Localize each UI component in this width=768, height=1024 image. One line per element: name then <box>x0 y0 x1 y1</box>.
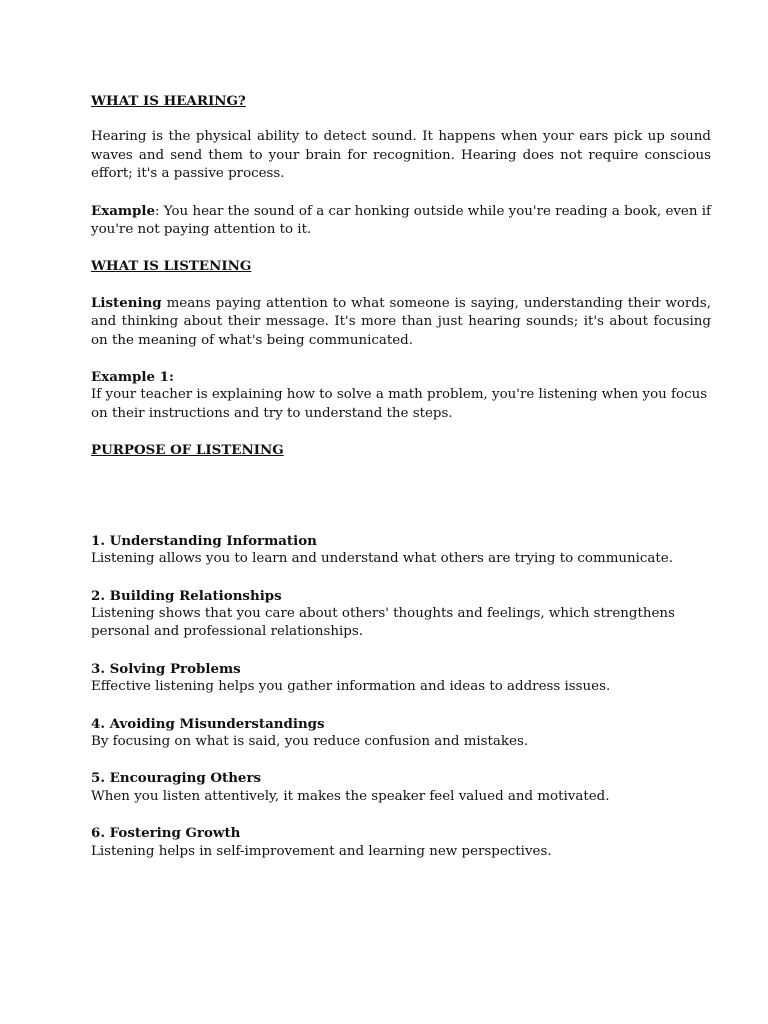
hearing-example <box>91 202 711 240</box>
listening-paragraph <box>91 294 711 350</box>
list-item-title: 1. Understanding Information <box>91 532 317 549</box>
purpose-list <box>91 532 711 861</box>
hearing-paragraph: Hearing is the physical ability to detect sound. It happens when your ears pick up sound waves and send them to your brain for recognition. Hearing does not require conscious effort; it's a passive process. <box>91 129 711 182</box>
list-item <box>91 532 711 569</box>
document-page <box>91 92 711 861</box>
list-item-text: Listening helps in self-improvement and learning new perspectives. <box>91 843 552 859</box>
list-item-text: When you listen attentively, it makes the speaker feel valued and motivated. <box>91 788 610 804</box>
list-item-title: 2. Building Relationships <box>91 587 282 604</box>
list-item-text: Listening shows that you care about others' thoughts and feelings, which strengthens personal and professional relationships. <box>91 605 675 640</box>
list-item <box>91 769 711 806</box>
heading-what-is-hearing: WHAT IS HEARING? <box>91 93 246 109</box>
listening-example-text: If your teacher is explaining how to solve a math problem, you're listening when you focus on their instructions and try to understand the steps. <box>91 387 708 421</box>
list-item-text: Listening allows you to learn and understand what others are trying to communicate. <box>91 551 673 567</box>
hearing-example-label: Example <box>91 202 156 219</box>
list-item-title: 5. Encouraging Others <box>91 770 262 787</box>
list-item-title: 4. Avoiding Misunderstandings <box>91 715 325 732</box>
list-item-text: Effective listening helps you gather information and ideas to address issues. <box>91 679 611 695</box>
list-item <box>91 715 711 752</box>
list-item-text: By focusing on what is said, you reduce confusion and mistakes. <box>91 733 529 749</box>
list-item <box>91 824 711 861</box>
listening-term: Listening <box>91 294 162 311</box>
hearing-example-text: : You hear the sound of a car honking outside while you're reading a book, even if you're not paying attention to it. <box>91 203 711 238</box>
listening-example <box>91 368 711 423</box>
list-item <box>91 587 711 642</box>
heading-purpose-of-listening: PURPOSE OF LISTENING <box>91 442 284 459</box>
listening-paragraph-text: means paying attention to what someone is saying, understanding their words, and thinking about their message. It's more than just hearing sounds; it's about focusing on the meaning of what's being communicated. <box>91 295 711 348</box>
list-item-title: 3. Solving Problems <box>91 660 241 677</box>
listening-example-label: Example 1: <box>91 369 174 386</box>
list-item-title: 6. Fostering Growth <box>91 825 241 842</box>
heading-what-is-listening: WHAT IS LISTENING <box>91 258 252 275</box>
list-item <box>91 660 711 697</box>
